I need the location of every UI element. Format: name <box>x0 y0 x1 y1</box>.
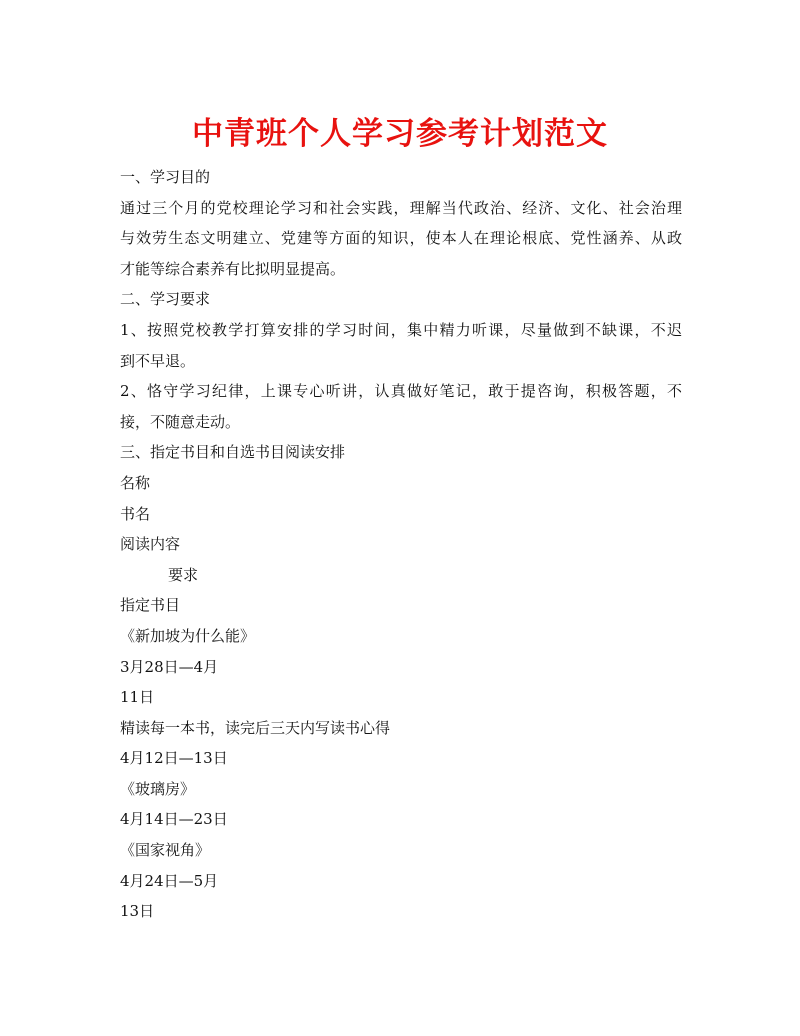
table-cell-date: 4月24日—5月 <box>120 871 219 890</box>
section-heading-reading-plan: 三、指定书目和自选书目阅读安排 <box>120 443 346 462</box>
table-cell-book: 《新加坡为什么能》 <box>120 626 256 645</box>
paragraph-line: 1、按照党校教学打算安排的学习时间，集中精力听课，尽量做到不缺课，不迟 <box>120 320 682 339</box>
table-cell-date: 3月28日—4月 <box>120 657 219 676</box>
reading-plan-table <box>120 468 682 927</box>
paragraph-line: 才能等综合素养有比拟明显提高。 <box>120 259 346 278</box>
table-cell-category: 指定书目 <box>120 596 181 615</box>
section-heading-requirements: 二、学习要求 <box>120 290 211 309</box>
section-heading-purpose: 一、学习目的 <box>120 168 211 186</box>
paragraph-line: 到不早退。 <box>120 351 196 370</box>
document-body <box>120 162 682 927</box>
table-cell-book: 《国家视角》 <box>120 841 211 860</box>
paragraph-line: 2、恪守学习纪律，上课专心听讲，认真做好笔记，敢于提咨询，积极答题，不 <box>120 382 682 401</box>
table-cell-header-content: 阅读内容 <box>120 535 181 554</box>
purpose-paragraph <box>120 193 682 285</box>
requirement-item-1 <box>120 315 682 376</box>
table-cell-date: 11日 <box>120 688 155 707</box>
table-cell-date: 13日 <box>120 902 155 921</box>
table-cell-date: 4月12日—13日 <box>120 749 228 768</box>
document-title: 中青班个人学习参考计划范文 <box>192 116 608 152</box>
paragraph-line: 与效劳生态文明建立、党建等方面的知识，使本人在理论根底、党性涵养、从政 <box>120 229 682 248</box>
paragraph-line: 接，不随意走动。 <box>120 412 241 431</box>
table-cell-header-book: 书名 <box>120 504 151 523</box>
table-cell-requirement: 精读每一本书，读完后三天内写读书心得 <box>120 718 391 737</box>
table-cell-header-requirement: 要求 <box>168 565 199 584</box>
paragraph-line: 通过三个月的党校理论学习和社会实践，理解当代政治、经济、文化、社会治理 <box>120 198 682 217</box>
table-cell-date: 4月14日—23日 <box>120 810 228 829</box>
requirement-item-2 <box>120 376 682 437</box>
table-cell-header-name: 名称 <box>120 473 151 492</box>
table-cell-book: 《玻璃房》 <box>120 779 196 798</box>
